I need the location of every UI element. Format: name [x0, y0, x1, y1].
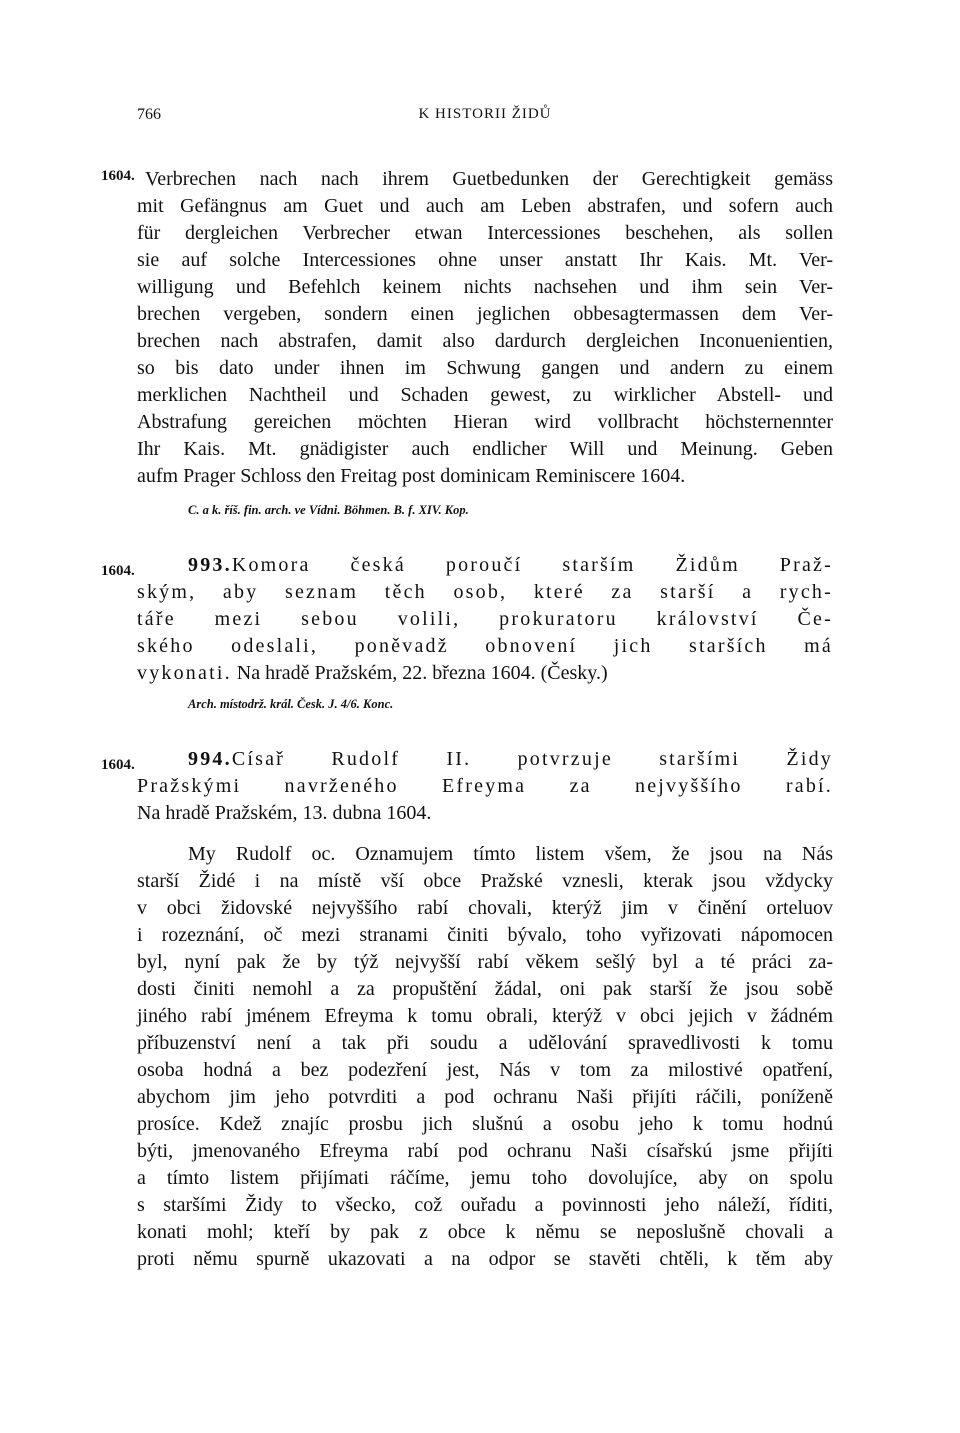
page-number: 766: [137, 106, 161, 123]
text-line: dosti činiti nemohl a za propuštění žádal, oni pak starší že jsou sobě: [137, 978, 833, 1000]
entry-heading-line: vykonati. Na hradě Pražském, 22. března 1604. (Česky.): [137, 662, 608, 684]
source-citation: C. a k. říš. fin. arch. ve Vídni. Böhmen. B. f. XIV. Kop.: [188, 503, 469, 517]
text-line: Ihr Kais. Mt. gnädigister auch endlicher Will und Meinung. Geben: [137, 438, 833, 460]
text-line: příbuzenství není a tak při soudu a udělování spravedlivosti k tomu: [137, 1032, 833, 1054]
entry-year: 1604.: [101, 757, 135, 773]
text-line: i rozeznání, oč mezi stranami činiti bývalo, toho vyřizovati nápomocen: [137, 924, 833, 946]
text-line: s staršími Židy to všecko, což ouřadu a povinnosti jeho náleží, říditi,: [137, 1194, 833, 1216]
entry-heading-line: ského odeslali, poněvadž obnovení jich starších má: [137, 635, 833, 657]
text-line: merklichen Nachtheil und Schaden gewest, zu wirklicher Abstell- und: [137, 384, 833, 406]
text-line: für dergleichen Verbrecher etwan Intercessiones beschehen, als sollen: [137, 222, 833, 244]
text-line: willigung und Befehlch keinem nichts nachsehen und ihm sein Ver-: [137, 276, 833, 298]
text-line: so bis dato under ihnen im Schwung gangen und andern zu einem: [137, 357, 833, 379]
entry-heading-line: 993.Komora česká poroučí starším Židům Praž-: [188, 554, 833, 576]
text-line: byl, nyní pak že by týž nejvyšší rabí věkem sešlý byl a té práci za-: [137, 951, 833, 973]
entry-heading-line: 994.Císař Rudolf II. potvrzuje staršími Židy: [188, 748, 833, 770]
page-header: [137, 106, 833, 128]
text-line: brechen nach abstrafen, damit also dardurch dergleichen Inconuenientien,: [137, 330, 833, 352]
text-line: brechen vergeben, sondern einen jeglichen obbesagtermassen dem Ver-: [137, 303, 833, 325]
text-line: a tímto listem přijímati ráčíme, jemu toho dovolujíce, aby on spolu: [137, 1167, 833, 1189]
text-line: proti němu spurně ukazovati a na odpor se stavěti chtěli, k těm aby: [137, 1248, 833, 1270]
text-line: prosíce. Kdež znajíc prosbu jich slušnú a osobu jeho k tomu hodnú: [137, 1113, 833, 1135]
text-line: aufm Prager Schloss den Freitag post dominicam Reminiscere 1604.: [137, 465, 686, 487]
text-line: My Rudolf oc. Oznamujem tímto listem všem, že jsou na Nás: [188, 843, 833, 865]
entry-year: 1604.: [101, 168, 135, 184]
text-line: starší Židé i na místě vší obce Pražské vznesli, kterak jsou vždycky: [137, 870, 833, 892]
text-line: sie auf solche Intercessiones ohne unser anstatt Ihr Kais. Mt. Ver-: [137, 249, 833, 271]
entry-date-line: Na hradě Pražském, 13. dubna 1604.: [137, 802, 432, 824]
running-title: K HISTORII ŽIDŮ: [418, 106, 552, 122]
entry-heading-line: ským, aby seznam těch osob, které za starší a rych-: [137, 581, 833, 603]
source-citation: Arch. místodrž. král. Česk. J. 4/6. Konc.: [188, 697, 394, 711]
text-line: jiného rabí jménem Efreyma k tomu obrali, kterýž v obci jejich v žádném: [137, 1005, 833, 1027]
text-line: mit Gefängnus am Guet und auch am Leben abstrafen, und sofern auch: [137, 195, 833, 217]
text-line: býti, jmenovaného Efreyma rabí pod ochranu Naši císařskú jsme přijíti: [137, 1140, 833, 1162]
entry-year: 1604.: [101, 563, 135, 579]
entry-number: 994.: [188, 748, 232, 770]
text-line: konati mohl; kteří by pak z obce k němu se neposlušně chovali a: [137, 1221, 833, 1243]
text-line: abychom jim jeho potvrditi a pod ochranu Naši přijíti ráčili, poníženě: [137, 1086, 833, 1108]
text-line: Abstrafung gereichen möchten Hieran wird vollbracht höchsternennter: [137, 411, 833, 433]
text-line: v obci židovské nejvyššího rabí chovali, kterýž jim v činění orteluov: [137, 897, 833, 919]
text-line: osoba hodná a bez podezření jest, Nás v tom za milostivé opatření,: [137, 1059, 833, 1081]
entry-number: 993.: [188, 554, 232, 576]
entry-heading-line: táře mezi sebou volili, prokuratoru království Če-: [137, 608, 833, 630]
text-line: Verbrechen nach nach ihrem Guetbedunken der Gerechtigkeit gemäss: [145, 168, 833, 190]
entry-heading-line: Pražskými navrženého Efreyma za nejvyššího rabí.: [137, 775, 833, 797]
